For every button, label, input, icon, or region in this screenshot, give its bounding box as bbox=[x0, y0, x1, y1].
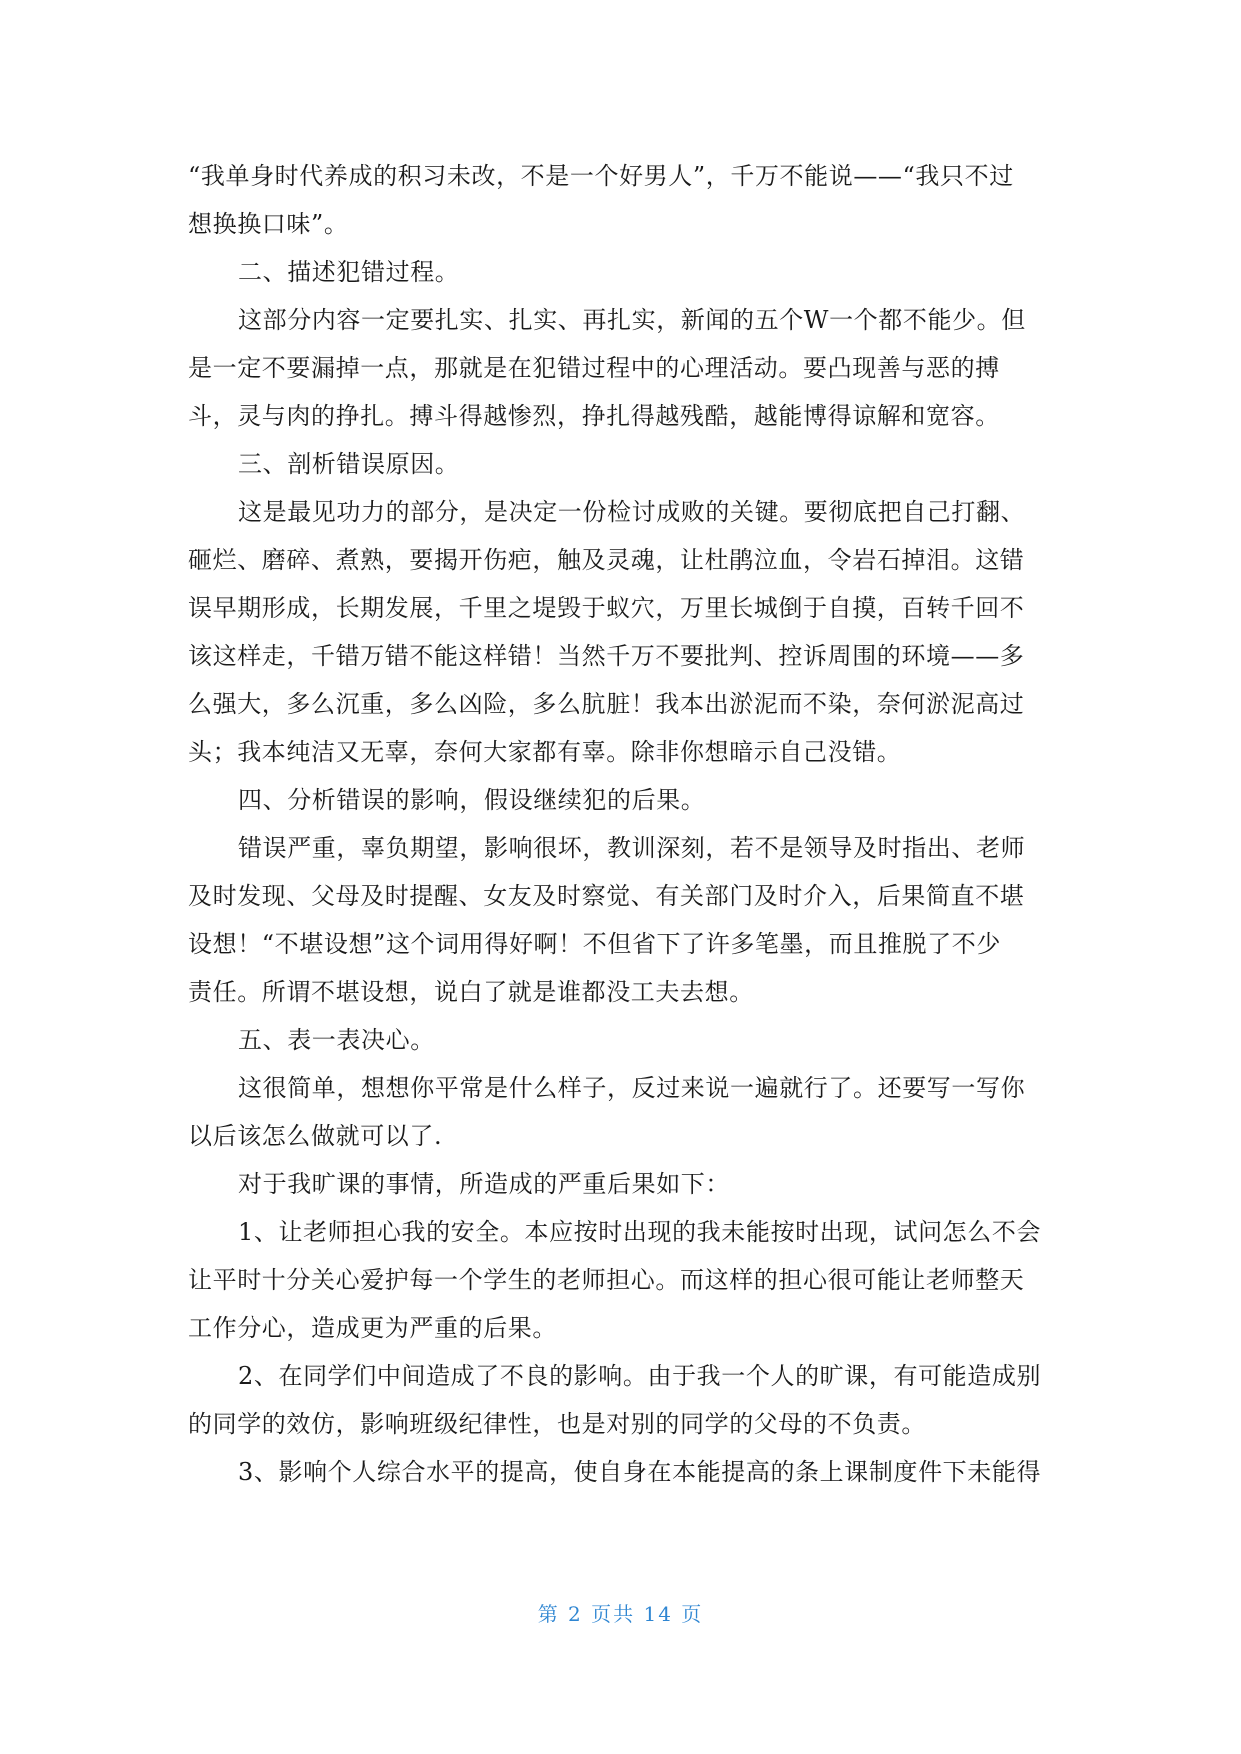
section-heading: 二、描述犯错过程。 bbox=[238, 258, 460, 286]
text-line: 设想！“不堪设想”这个词用得好啊！不但省下了许多笔墨，而且推脱了不少 bbox=[188, 930, 1001, 958]
text-line: 是一定不要漏掉一点，那就是在犯错过程中的心理活动。要凸现善与恶的搏 bbox=[188, 354, 1000, 382]
section-heading: 三、剖析错误原因。 bbox=[238, 450, 460, 478]
text-line: 对于我旷课的事情，所造成的严重后果如下： bbox=[238, 1170, 730, 1198]
section-heading: 四、分析错误的影响，假设继续犯的后果。 bbox=[238, 786, 706, 814]
text-line: 想换换口味”。 bbox=[188, 210, 349, 238]
text-line: 该这样走，千错万错不能这样错！当然千万不要批判、控诉周围的环境——多 bbox=[188, 642, 1025, 670]
text-line: 砸烂、磨碎、煮熟，要揭开伤疤，触及灵魂，让杜鹃泣血，令岩石掉泪。这错 bbox=[188, 546, 1025, 574]
text-line: 这部分内容一定要扎实、扎实、再扎实，新闻的五个W一个都不能少。但 bbox=[238, 306, 1026, 334]
text-line: 头；我本纯洁又无辜，奈何大家都有辜。除非你想暗示自己没错。 bbox=[188, 738, 902, 766]
list-item-line: 2、在同学们中间造成了不良的影响。由于我一个人的旷课，有可能造成别 bbox=[238, 1362, 1042, 1390]
text-line: 以后该怎么做就可以了. bbox=[188, 1122, 443, 1150]
list-item-line: 让平时十分关心爱护每一个学生的老师担心。而这样的担心很可能让老师整天 bbox=[188, 1266, 1025, 1294]
text-line: 这是最见功力的部分，是决定一份检讨成败的关键。要彻底把自己打翻、 bbox=[238, 498, 1026, 526]
list-item-line: 工作分心，造成更为严重的后果。 bbox=[188, 1314, 557, 1342]
section-heading: 五、表一表决心。 bbox=[238, 1026, 435, 1054]
list-item-line: 3、影响个人综合水平的提高，使自身在本能提高的条上课制度件下未能得 bbox=[238, 1458, 1042, 1486]
list-item-line: 1、让老师担心我的安全。本应按时出现的我未能按时出现，试问怎么不会 bbox=[238, 1218, 1042, 1246]
text-line: 及时发现、父母及时提醒、女友及时察觉、有关部门及时介入，后果简直不堪 bbox=[188, 882, 1025, 910]
page-indicator: 第 2 页共 14 页 bbox=[537, 1602, 704, 1626]
text-line: “我单身时代养成的积习未改，不是一个好男人”，千万不能说——“我只不过 bbox=[188, 162, 1014, 190]
list-item-line: 的同学的效仿，影响班级纪律性，也是对别的同学的父母的不负责。 bbox=[188, 1410, 926, 1438]
text-line: 责任。所谓不堪设想，说白了就是谁都没工夫去想。 bbox=[188, 978, 754, 1006]
text-line: 这很简单，想想你平常是什么样子，反过来说一遍就行了。还要写一写你 bbox=[238, 1074, 1026, 1102]
text-line: 错误严重，辜负期望，影响很坏，教训深刻，若不是领导及时指出、老师 bbox=[238, 834, 1026, 862]
text-line: 么强大，多么沉重，多么凶险，多么肮脏！我本出淤泥而不染，奈何淤泥高过 bbox=[188, 690, 1025, 718]
text-line: 斗，灵与肉的挣扎。搏斗得越惨烈，挣扎得越残酷，越能博得谅解和宽容。 bbox=[188, 402, 1000, 430]
text-line: 误早期形成，长期发展，千里之堤毁于蚁穴，万里长城倒于自摸，百转千回不 bbox=[188, 594, 1025, 622]
